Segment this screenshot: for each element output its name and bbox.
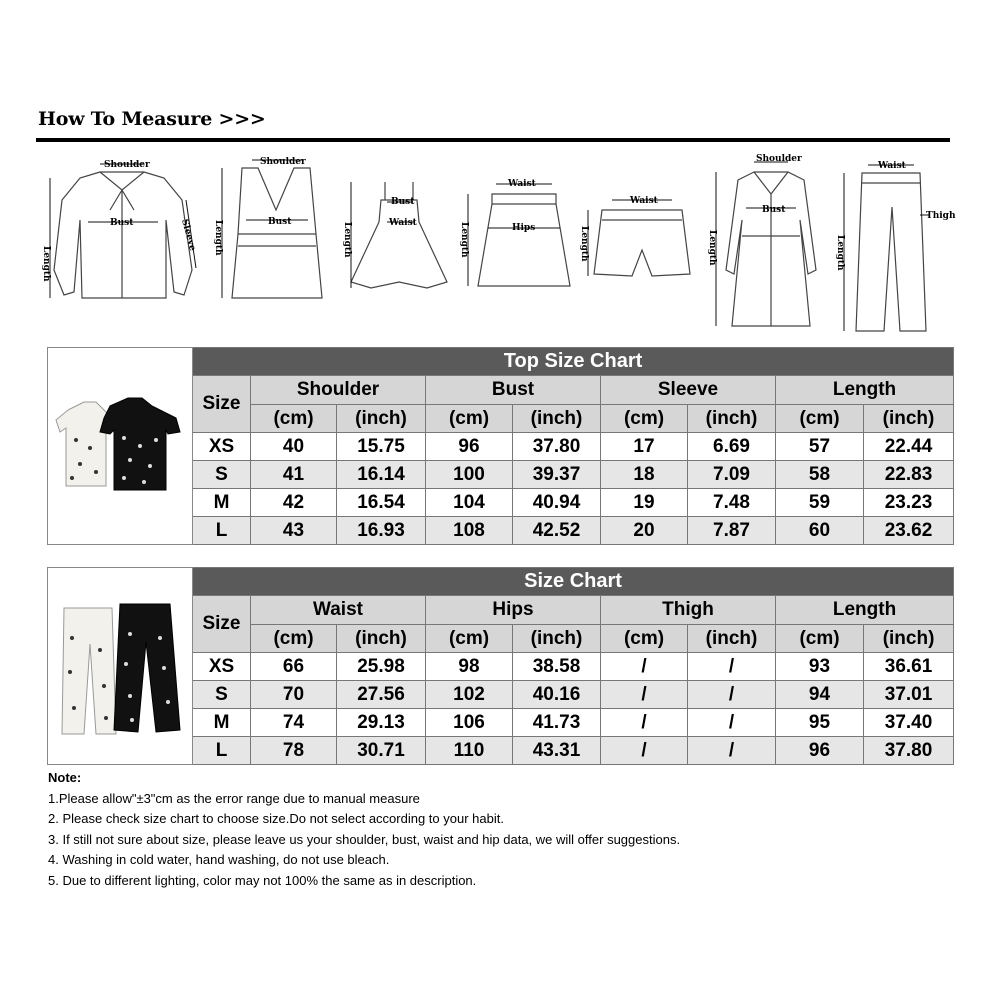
top-size-chart — [47, 347, 954, 545]
table-cell: 100 — [426, 461, 513, 489]
shorts-measure-figure — [579, 190, 702, 295]
vest-length-label: Length — [213, 220, 223, 256]
table-cell: 94 — [776, 681, 864, 709]
table-cell: 30.71 — [337, 737, 426, 765]
top-unit: (inch) — [688, 405, 776, 433]
note-item: 4. Washing in cold water, hand washing, do not use bleach. — [48, 852, 390, 868]
table-cell: 41.73 — [513, 709, 601, 737]
table-cell: 93 — [776, 653, 864, 681]
pants-col-length: Length — [776, 596, 954, 625]
coat-shoulder-label: Shoulder — [756, 154, 802, 164]
blouse-measure-figure — [40, 150, 200, 315]
table-cell: 42 — [251, 489, 337, 517]
table-cell: 66 — [251, 653, 337, 681]
pants-unit: (inch) — [337, 625, 426, 653]
dress-measure-figure — [343, 170, 453, 305]
note-item: 5. Due to different lighting, color may not 100% the same as in description. — [48, 872, 477, 888]
table-cell: S — [193, 461, 251, 489]
blouse-shoulder-label: Shoulder — [104, 160, 150, 170]
pants-size-header: Size — [193, 596, 251, 653]
trousers-length-label: Length — [835, 235, 845, 271]
table-cell: 106 — [426, 709, 513, 737]
top-col-bust: Bust — [426, 376, 601, 405]
dress-waist-label: Waist — [389, 218, 417, 228]
table-cell: 7.48 — [688, 489, 776, 517]
vest-measure-figure — [212, 150, 342, 315]
table-cell: 98 — [426, 653, 513, 681]
table-cell: 58 — [776, 461, 864, 489]
notes-heading: Note: — [48, 770, 82, 785]
table-cell: M — [193, 709, 251, 737]
table-cell: 42.52 — [513, 517, 601, 545]
top-unit: (inch) — [864, 405, 954, 433]
table-cell: / — [601, 681, 688, 709]
pants-unit: (cm) — [426, 625, 513, 653]
table-cell: XS — [193, 653, 251, 681]
table-cell: 37.40 — [864, 709, 954, 737]
shorts-waist-label: Waist — [630, 196, 658, 206]
coat-measure-figure — [706, 150, 836, 340]
skirt-hips-label: Hips — [512, 223, 536, 233]
table-cell: 102 — [426, 681, 513, 709]
notes-section — [48, 768, 680, 892]
table-cell: 43.31 — [513, 737, 601, 765]
table-cell: 37.80 — [513, 433, 601, 461]
table-cell: 37.01 — [864, 681, 954, 709]
table-cell: 25.98 — [337, 653, 426, 681]
pants-size-chart — [47, 567, 954, 765]
pants-col-thigh: Thigh — [601, 596, 776, 625]
title-divider — [36, 138, 950, 142]
table-cell: 78 — [251, 737, 337, 765]
pants-unit: (inch) — [864, 625, 954, 653]
table-cell: / — [601, 709, 688, 737]
table-cell: / — [688, 681, 776, 709]
table-cell: 39.37 — [513, 461, 601, 489]
pants-col-waist: Waist — [251, 596, 426, 625]
table-cell: 57 — [776, 433, 864, 461]
table-cell: 40.94 — [513, 489, 601, 517]
note-item: 1.Please allow"±3"cm as the error range due to manual measure — [48, 790, 420, 806]
table-cell: 74 — [251, 709, 337, 737]
top-size-header: Size — [193, 376, 251, 433]
pants-product-photo — [48, 568, 193, 765]
top-unit: (inch) — [337, 405, 426, 433]
table-cell: 104 — [426, 489, 513, 517]
table-cell: L — [193, 737, 251, 765]
table-cell: S — [193, 681, 251, 709]
trousers-thigh-label: Thigh — [926, 211, 956, 221]
table-cell: / — [601, 653, 688, 681]
top-col-length: Length — [776, 376, 954, 405]
table-cell: 6.69 — [688, 433, 776, 461]
skirt-measure-figure — [458, 170, 578, 305]
top-unit: (cm) — [251, 405, 337, 433]
table-cell: 22.44 — [864, 433, 954, 461]
table-cell: 110 — [426, 737, 513, 765]
pants-unit: (cm) — [776, 625, 864, 653]
table-cell: 23.23 — [864, 489, 954, 517]
table-cell: / — [601, 737, 688, 765]
table-cell: M — [193, 489, 251, 517]
top-unit: (cm) — [426, 405, 513, 433]
pants-col-hips: Hips — [426, 596, 601, 625]
vest-shoulder-label: Shoulder — [260, 157, 306, 167]
table-cell: / — [688, 653, 776, 681]
pants-unit: (inch) — [513, 625, 601, 653]
top-col-sleeve: Sleeve — [601, 376, 776, 405]
top-chart-title: Top Size Chart — [193, 348, 954, 376]
table-cell: 95 — [776, 709, 864, 737]
table-cell: 38.58 — [513, 653, 601, 681]
table-cell: 16.14 — [337, 461, 426, 489]
trousers-waist-label: Waist — [878, 161, 906, 171]
shorts-length-label: Length — [579, 226, 589, 262]
table-cell: 29.13 — [337, 709, 426, 737]
table-cell: 43 — [251, 517, 337, 545]
coat-length-label: Length — [707, 230, 717, 266]
table-cell: 23.62 — [864, 517, 954, 545]
table-cell: 96 — [776, 737, 864, 765]
table-cell: 37.80 — [864, 737, 954, 765]
dress-length-label: Length — [342, 222, 352, 258]
trousers-measure-figure — [835, 155, 956, 340]
blouse-length-label: Length — [41, 246, 51, 282]
pants-unit: (cm) — [251, 625, 337, 653]
table-cell: 36.61 — [864, 653, 954, 681]
table-cell: 16.54 — [337, 489, 426, 517]
how-to-measure-title: How To Measure >>> — [38, 108, 266, 130]
table-cell: 17 — [601, 433, 688, 461]
table-cell: 70 — [251, 681, 337, 709]
table-cell: 15.75 — [337, 433, 426, 461]
table-cell: 7.87 — [688, 517, 776, 545]
top-unit: (cm) — [601, 405, 688, 433]
skirt-length-label: Length — [459, 222, 469, 258]
top-unit: (cm) — [776, 405, 864, 433]
top-unit: (inch) — [513, 405, 601, 433]
table-cell: 41 — [251, 461, 337, 489]
table-cell: 22.83 — [864, 461, 954, 489]
vest-bust-label: Bust — [268, 217, 292, 227]
dress-bust-label: Bust — [391, 197, 415, 207]
blouse-bust-label: Bust — [110, 218, 134, 228]
top-col-shoulder: Shoulder — [251, 376, 426, 405]
note-item: 2. Please check size chart to choose size.Do not select according to your habit. — [48, 811, 504, 827]
table-cell: XS — [193, 433, 251, 461]
table-cell: 27.56 — [337, 681, 426, 709]
table-cell: 40.16 — [513, 681, 601, 709]
shirt-product-photo — [48, 348, 193, 545]
table-cell: 20 — [601, 517, 688, 545]
table-cell: 7.09 — [688, 461, 776, 489]
table-cell: 96 — [426, 433, 513, 461]
table-cell: 60 — [776, 517, 864, 545]
table-cell: 19 — [601, 489, 688, 517]
pants-unit: (cm) — [601, 625, 688, 653]
coat-bust-label: Bust — [762, 205, 786, 215]
table-cell: L — [193, 517, 251, 545]
table-cell: 18 — [601, 461, 688, 489]
table-cell: 40 — [251, 433, 337, 461]
table-cell: / — [688, 737, 776, 765]
table-cell: 108 — [426, 517, 513, 545]
pants-unit: (inch) — [688, 625, 776, 653]
skirt-waist-label: Waist — [508, 179, 536, 189]
table-cell: / — [688, 709, 776, 737]
table-cell: 59 — [776, 489, 864, 517]
table-cell: 16.93 — [337, 517, 426, 545]
pants-chart-title: Size Chart — [193, 568, 954, 596]
note-item: 3. If still not sure about size, please leave us your shoulder, bust, waist and hip data, we will offer suggestions. — [48, 831, 681, 847]
blouse-sleeve-label: Sleeve — [179, 218, 198, 253]
